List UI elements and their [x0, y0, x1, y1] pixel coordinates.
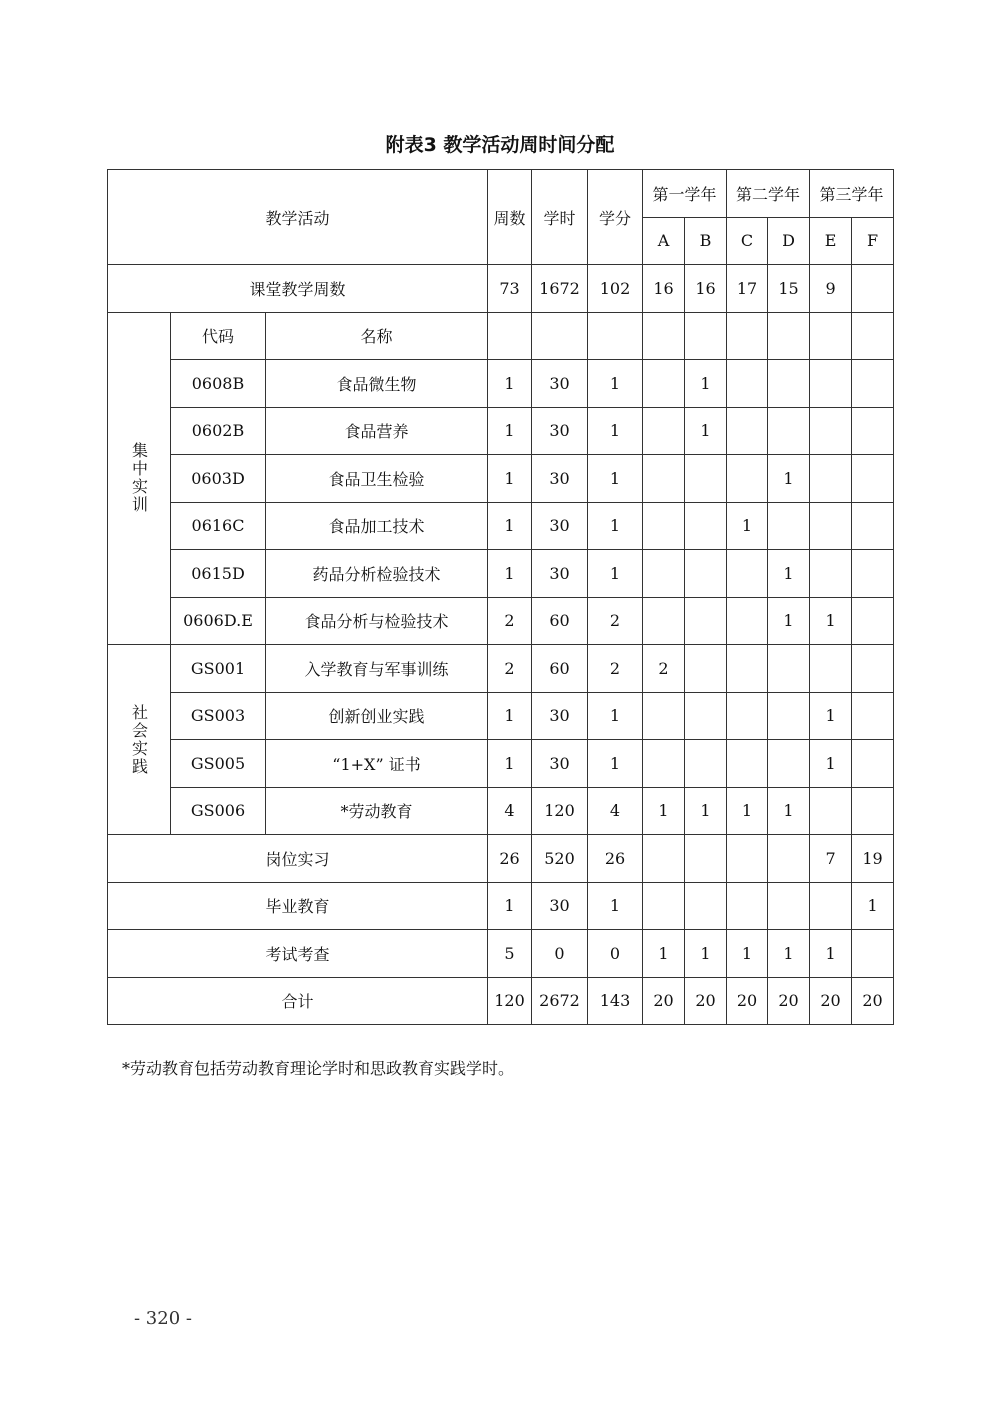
term-a-cell	[643, 455, 685, 503]
header-term-b: B	[685, 217, 727, 265]
term-c-cell	[727, 360, 768, 408]
term-a-cell	[643, 835, 685, 883]
term-b-cell	[685, 597, 727, 645]
term-c-cell: 1	[727, 930, 768, 978]
term-a-cell	[643, 502, 685, 550]
term-e-cell	[810, 360, 852, 408]
summary-label: 考试考查	[108, 930, 488, 978]
classroom-hours: 1672	[532, 265, 588, 313]
classroom-term-e: 9	[810, 265, 852, 313]
credits-cell: 1	[588, 455, 643, 503]
term-c-cell: 20	[727, 977, 768, 1025]
credits-cell: 1	[588, 740, 643, 788]
term-e-cell	[810, 502, 852, 550]
term-a-cell	[643, 692, 685, 740]
summary-label: 毕业教育	[108, 882, 488, 930]
header-row-1	[108, 170, 894, 218]
table-row	[108, 360, 894, 408]
term-b-cell	[685, 502, 727, 550]
header-credits: 学分	[588, 170, 643, 265]
hours-cell: 120	[532, 787, 588, 835]
code-cell: 0608B	[171, 360, 266, 408]
term-f-cell	[852, 740, 894, 788]
term-a-cell	[643, 882, 685, 930]
term-f-cell	[852, 502, 894, 550]
name-cell: 食品加工技术	[266, 502, 488, 550]
sub-header-name: 名称	[266, 312, 488, 360]
footnote: *劳动教育包括劳动教育理论学时和思政教育实践学时。	[122, 1059, 515, 1078]
term-c-cell	[727, 407, 768, 455]
term-b-cell	[685, 455, 727, 503]
name-cell: 入学教育与军事训练	[266, 645, 488, 693]
term-a-cell: 1	[643, 787, 685, 835]
summary-row	[108, 882, 894, 930]
credits-cell: 1	[588, 882, 643, 930]
term-d-cell	[768, 645, 810, 693]
code-cell: GS003	[171, 692, 266, 740]
header-term-c: C	[727, 217, 768, 265]
credits-cell: 4	[588, 787, 643, 835]
page-number: - 320 -	[134, 1308, 192, 1329]
credits-cell: 143	[588, 977, 643, 1025]
table-row	[108, 455, 894, 503]
sub-header-row	[108, 312, 894, 360]
term-c-cell: 1	[727, 787, 768, 835]
credits-cell: 2	[588, 645, 643, 693]
term-c-cell	[727, 692, 768, 740]
term-d-cell	[768, 740, 810, 788]
hours-cell: 60	[532, 645, 588, 693]
classroom-term-f	[852, 265, 894, 313]
term-e-cell	[810, 455, 852, 503]
name-cell: 食品卫生检验	[266, 455, 488, 503]
name-cell: *劳动教育	[266, 787, 488, 835]
term-a-cell: 20	[643, 977, 685, 1025]
credits-cell: 1	[588, 407, 643, 455]
term-c-cell: 1	[727, 502, 768, 550]
hours-cell: 30	[532, 502, 588, 550]
term-f-cell: 19	[852, 835, 894, 883]
hours-cell: 60	[532, 597, 588, 645]
hours-cell: 30	[532, 882, 588, 930]
header-year-1: 第一学年	[643, 170, 727, 218]
term-f-cell	[852, 550, 894, 598]
header-term-f: F	[852, 217, 894, 265]
header-term-a: A	[643, 217, 685, 265]
header-weeks: 周数	[488, 170, 532, 265]
group-label-cell	[108, 645, 171, 835]
term-a-cell	[643, 740, 685, 788]
header-hours: 学时	[532, 170, 588, 265]
term-e-cell: 20	[810, 977, 852, 1025]
term-d-cell	[768, 502, 810, 550]
weeks-cell: 4	[488, 787, 532, 835]
credits-cell: 2	[588, 597, 643, 645]
credits-cell: 1	[588, 550, 643, 598]
weeks-cell: 26	[488, 835, 532, 883]
term-a-cell: 1	[643, 930, 685, 978]
hours-cell: 520	[532, 835, 588, 883]
teaching-activity-table	[107, 169, 894, 1025]
term-d-cell: 1	[768, 787, 810, 835]
term-e-cell	[810, 407, 852, 455]
code-cell: GS006	[171, 787, 266, 835]
group-label-cell	[108, 312, 171, 645]
term-e-cell: 1	[810, 692, 852, 740]
weeks-cell: 2	[488, 645, 532, 693]
term-f-cell	[852, 645, 894, 693]
hours-cell: 30	[532, 360, 588, 408]
term-f-cell	[852, 360, 894, 408]
header-activity: 教学活动	[108, 170, 488, 265]
credits-cell: 1	[588, 360, 643, 408]
classroom-term-d: 15	[768, 265, 810, 313]
term-d-cell	[768, 360, 810, 408]
term-f-cell	[852, 930, 894, 978]
term-a-cell	[643, 407, 685, 455]
code-cell: GS001	[171, 645, 266, 693]
classroom-term-a: 16	[643, 265, 685, 313]
term-e-cell	[810, 645, 852, 693]
code-cell: GS005	[171, 740, 266, 788]
weeks-cell: 1	[488, 360, 532, 408]
code-cell: 0606D.E	[171, 597, 266, 645]
term-d-cell: 1	[768, 550, 810, 598]
term-e-cell	[810, 787, 852, 835]
term-b-cell: 1	[685, 360, 727, 408]
weeks-cell: 1	[488, 550, 532, 598]
credits-cell: 1	[588, 502, 643, 550]
term-e-cell: 7	[810, 835, 852, 883]
classroom-term-b: 16	[685, 265, 727, 313]
table-row	[108, 645, 894, 693]
table-row	[108, 787, 894, 835]
hours-cell: 30	[532, 455, 588, 503]
term-c-cell	[727, 835, 768, 883]
hours-cell: 0	[532, 930, 588, 978]
header-term-d: D	[768, 217, 810, 265]
page-title: 附表3 教学活动周时间分配	[385, 134, 615, 156]
term-d-cell	[768, 407, 810, 455]
code-cell: 0603D	[171, 455, 266, 503]
term-d-cell	[768, 882, 810, 930]
table-row	[108, 740, 894, 788]
term-b-cell: 20	[685, 977, 727, 1025]
code-cell: 0616C	[171, 502, 266, 550]
name-cell: 食品微生物	[266, 360, 488, 408]
weeks-cell: 1	[488, 407, 532, 455]
hours-cell: 30	[532, 550, 588, 598]
summary-row	[108, 835, 894, 883]
term-c-cell	[727, 645, 768, 693]
weeks-cell: 1	[488, 455, 532, 503]
credits-cell: 26	[588, 835, 643, 883]
header-term-e: E	[810, 217, 852, 265]
table-row	[108, 407, 894, 455]
term-b-cell	[685, 550, 727, 598]
term-b-cell	[685, 692, 727, 740]
weeks-cell: 2	[488, 597, 532, 645]
name-cell: 创新创业实践	[266, 692, 488, 740]
term-d-cell: 1	[768, 597, 810, 645]
group1-label: 集中实训	[129, 442, 149, 515]
summary-row	[108, 977, 894, 1025]
term-e-cell: 1	[810, 597, 852, 645]
classroom-credits: 102	[588, 265, 643, 313]
term-b-cell	[685, 882, 727, 930]
classroom-row	[108, 265, 894, 313]
term-c-cell	[727, 597, 768, 645]
name-cell: “1+X” 证书	[266, 740, 488, 788]
weeks-cell: 1	[488, 740, 532, 788]
hours-cell: 30	[532, 407, 588, 455]
header-year-2: 第二学年	[727, 170, 810, 218]
term-f-cell	[852, 692, 894, 740]
term-e-cell: 1	[810, 930, 852, 978]
term-d-cell: 1	[768, 930, 810, 978]
summary-row	[108, 930, 894, 978]
term-c-cell	[727, 882, 768, 930]
sub-header-code: 代码	[171, 312, 266, 360]
term-b-cell: 1	[685, 407, 727, 455]
term-c-cell	[727, 455, 768, 503]
weeks-cell: 1	[488, 502, 532, 550]
term-d-cell: 1	[768, 455, 810, 503]
weeks-cell: 1	[488, 692, 532, 740]
term-e-cell: 1	[810, 740, 852, 788]
term-f-cell	[852, 455, 894, 503]
term-f-cell: 1	[852, 882, 894, 930]
weeks-cell: 120	[488, 977, 532, 1025]
term-d-cell	[768, 692, 810, 740]
term-b-cell: 1	[685, 930, 727, 978]
term-d-cell	[768, 835, 810, 883]
group2-label: 社会实践	[129, 703, 149, 776]
term-c-cell	[727, 740, 768, 788]
table-row	[108, 597, 894, 645]
name-cell: 食品营养	[266, 407, 488, 455]
term-f-cell	[852, 787, 894, 835]
credits-cell: 1	[588, 692, 643, 740]
weeks-cell: 5	[488, 930, 532, 978]
term-a-cell: 2	[643, 645, 685, 693]
term-f-cell: 20	[852, 977, 894, 1025]
term-a-cell	[643, 360, 685, 408]
hours-cell: 2672	[532, 977, 588, 1025]
term-b-cell	[685, 740, 727, 788]
code-cell: 0602B	[171, 407, 266, 455]
term-a-cell	[643, 550, 685, 598]
name-cell: 食品分析与检验技术	[266, 597, 488, 645]
name-cell: 药品分析检验技术	[266, 550, 488, 598]
term-b-cell: 1	[685, 787, 727, 835]
term-b-cell	[685, 645, 727, 693]
term-b-cell	[685, 835, 727, 883]
term-e-cell	[810, 882, 852, 930]
classroom-label: 课堂教学周数	[108, 265, 488, 313]
term-f-cell	[852, 597, 894, 645]
hours-cell: 30	[532, 740, 588, 788]
table-row	[108, 692, 894, 740]
term-c-cell	[727, 550, 768, 598]
code-cell: 0615D	[171, 550, 266, 598]
table-row	[108, 502, 894, 550]
weeks-cell: 1	[488, 882, 532, 930]
table-row	[108, 550, 894, 598]
term-d-cell: 20	[768, 977, 810, 1025]
header-year-3: 第三学年	[810, 170, 894, 218]
term-e-cell	[810, 550, 852, 598]
summary-label: 合计	[108, 977, 488, 1025]
credits-cell: 0	[588, 930, 643, 978]
term-a-cell	[643, 597, 685, 645]
term-f-cell	[852, 407, 894, 455]
summary-label: 岗位实习	[108, 835, 488, 883]
classroom-weeks: 73	[488, 265, 532, 313]
hours-cell: 30	[532, 692, 588, 740]
classroom-term-c: 17	[727, 265, 768, 313]
